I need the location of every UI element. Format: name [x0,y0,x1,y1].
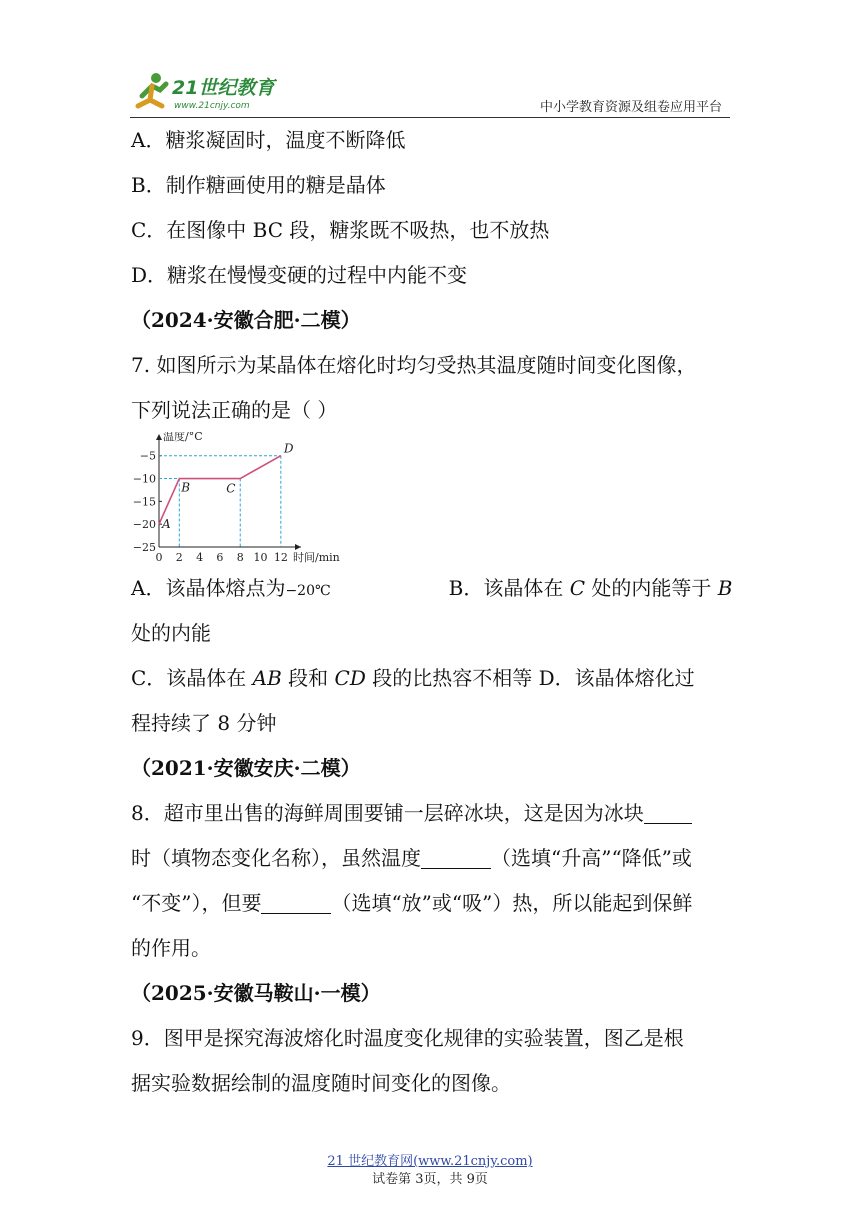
q9-line-2: 据实验数据绘制的温度随时间变化的图像。 [131,1071,511,1095]
x-tick-label: 6 [216,551,224,564]
x-tick-label: 0 [155,551,163,564]
q7-stem-line-1: 7. 如图所示为某晶体在熔化时均匀受热其温度随时间变化图像， [131,353,697,377]
fill-blank-1[interactable] [644,801,692,824]
x-axis-arrow [295,544,301,550]
page-header [130,66,730,118]
footer-page-number: 试卷第 3页，共 9页 [372,1172,488,1187]
y-tick-label: −15 [132,495,156,509]
point-label: D [283,441,294,456]
q7-option-b-cont: 处的内能 [131,621,211,645]
x-axis-label: 时间/min [293,551,340,564]
q6-option-d: D．糖浆在慢慢变硬的过程中内能不变 [131,263,468,287]
data-series-line [159,456,281,524]
chart-svg [131,432,341,567]
header-platform-text: 中小学教育资源及组卷应用平台 [539,100,722,115]
point-label: C [226,481,236,496]
logo-sub: www.21cnjy.com [174,101,250,111]
q8-line-2: 时（填物态变化名称），虽然温度 （选填“升高”“降低”或 [131,846,692,870]
q7-options-cd: C．该晶体在 AB 段和 CD 段的比热容不相等 D．该晶体熔化过 [131,666,695,690]
q7-source: （2024·安徽合肥·二模） [131,308,361,332]
header-divider [130,117,730,118]
q7-option-a-value: −20℃ [285,583,331,599]
q8-line-4: 的作用。 [131,936,211,960]
x-tick-label: 12 [273,551,288,564]
fill-blank-2[interactable] [421,846,491,869]
q9-source: （2025·安徽马鞍山·一模） [131,981,381,1005]
temperature-time-chart [131,432,341,567]
logo [130,66,290,114]
q7-option-d-cont: 程持续了 8 分钟 [131,711,277,735]
fill-blank-3[interactable] [261,891,331,914]
q7-option-a: A．该晶体熔点为 [131,576,286,600]
y-axis-arrow [156,434,162,440]
q6-option-c: C．在图像中 BC 段，糖浆既不吸热，也不放热 [131,218,550,242]
point-label: A [162,517,171,532]
q8-line-3: “不变”），但要 （选填“放”或“吸”）热，所以能起到保鲜 [131,891,693,915]
y-tick-label: −5 [139,449,156,463]
x-tick-label: 2 [175,551,183,564]
y-axis-label: 温度/°C [163,432,203,443]
x-tick-label: 4 [196,551,204,564]
question-content [131,123,731,1111]
q7-option-b: B．该晶体在 C 处的内能等于 B [448,576,733,600]
q9-line-1: 9．图甲是探究海波熔化时温度变化规律的实验装置，图乙是根 [131,1026,684,1050]
y-tick-label: −25 [132,541,156,554]
runner-icon [138,73,166,106]
footer-site-link[interactable]: 21 世纪教育网(www.21cnjy.com) [327,1154,533,1169]
x-tick-label: 8 [236,551,244,564]
q6-option-b: B．制作糖画使用的糖是晶体 [131,173,386,197]
q7-options-ab [131,571,731,616]
q6-option-a: A．糖浆凝固时，温度不断降低 [131,128,406,152]
q8-source: （2021·安徽安庆·二模） [131,756,361,780]
y-tick-label: −20 [132,518,156,532]
q7-stem-line-2: 下列说法正确的是（ ） [131,398,338,422]
y-tick-label: −10 [132,472,156,486]
x-tick-label: 10 [253,551,268,564]
logo-text: 21世纪教育 [172,77,275,99]
point-label: B [181,480,191,495]
q8-line-1: 8．超市里出售的海鲜周围要铺一层碎冰块，这是因为冰块 [131,796,731,841]
